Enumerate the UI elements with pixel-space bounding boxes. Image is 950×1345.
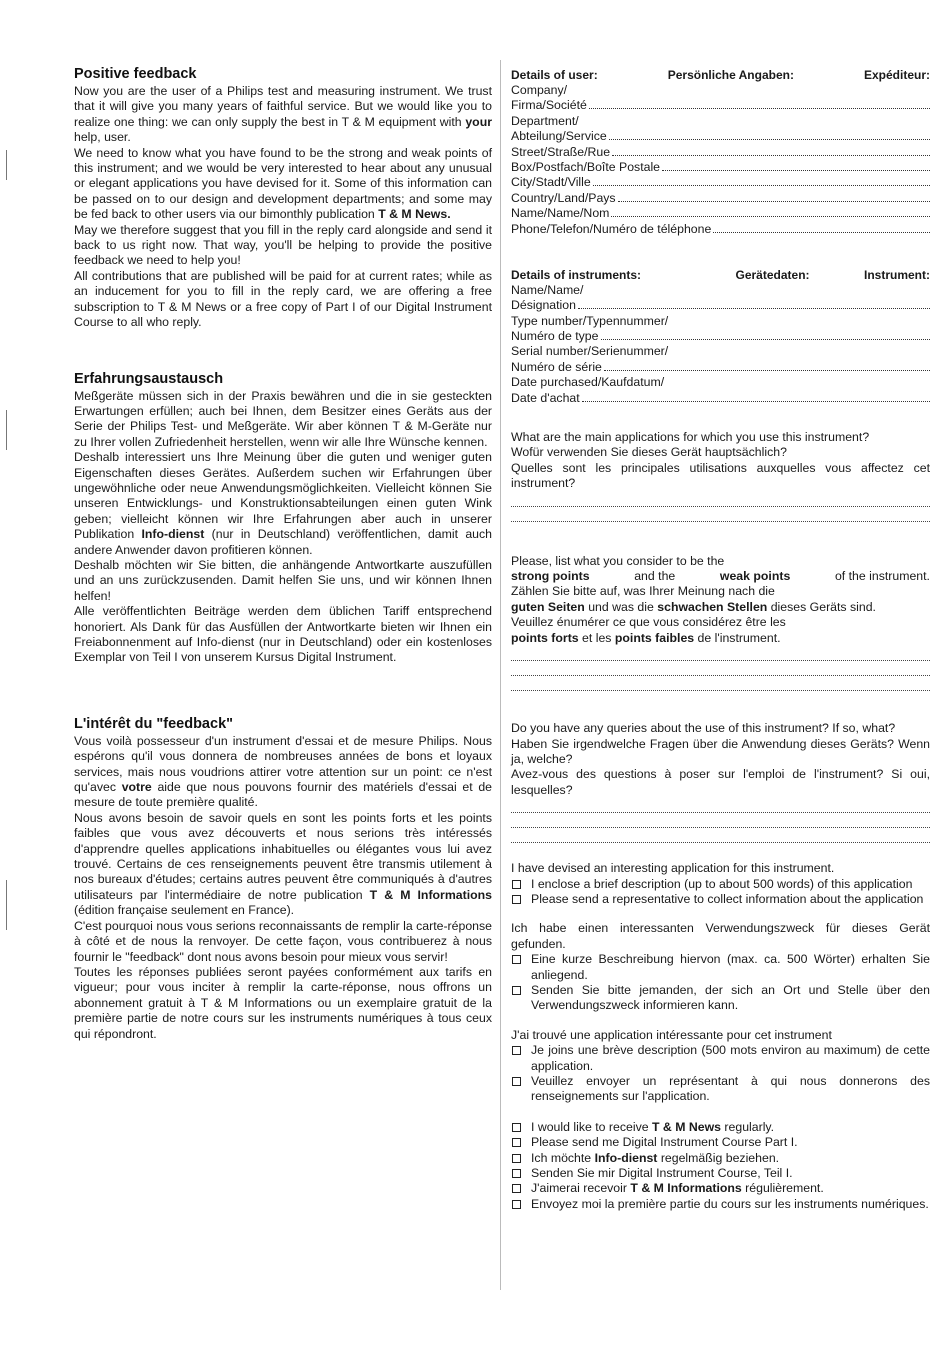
fill-in-line[interactable] — [604, 360, 930, 371]
bold-text: T & M News. — [378, 207, 451, 222]
strong-weak-question — [511, 554, 930, 691]
text: et les — [578, 630, 615, 645]
question-line: Zählen Sie bitte auf, was Ihrer Meinung nach die — [511, 584, 775, 599]
city-field[interactable] — [511, 175, 930, 190]
question-line — [511, 569, 930, 584]
question-de: Haben Sie irgendwelche Fragen über die Anwendung dieses Geräts? Wenn ja, welche? — [511, 736, 930, 766]
text: J'aimerai recevoir — [531, 1181, 631, 1196]
fill-in-line[interactable] — [612, 145, 930, 156]
field-label: Name/Name/Nom — [511, 206, 610, 221]
option-label — [531, 1151, 930, 1166]
user-details-block — [511, 68, 930, 237]
text: help, user. — [74, 130, 131, 145]
question-fr: Avez-vous des questions à poser sur l'emploi de l'instrument? Si oui, lesquelles? — [511, 767, 930, 797]
company-label-line — [511, 83, 930, 98]
paragraph — [74, 811, 492, 919]
fold-line — [500, 60, 501, 1290]
question-fr: Quelles sont les principales utilisations auxquelles vous affectez cet instrument? — [511, 460, 930, 491]
option-label — [531, 1120, 930, 1135]
option-row[interactable] — [511, 952, 930, 983]
bold-text: T & M Informations — [630, 1181, 742, 1196]
designation-field[interactable] — [511, 298, 930, 313]
bold-text: weak points — [719, 569, 791, 584]
text: of the instrument. — [834, 569, 930, 584]
text: aide que nous pouvons fournir des matériels d'essai et de mesure de toute première qualité. — [74, 780, 493, 810]
fill-in-line[interactable] — [601, 329, 931, 340]
header-en: Details of instruments: — [511, 267, 642, 282]
option-row[interactable] — [511, 1074, 930, 1105]
question-line: Veuillez énumérer ce que vous considérez être les — [511, 615, 786, 630]
text: Vous voilà possesseur d'un instrument d'essai et de mesure Philips. Nous espérons qu'il vous donnera de nombreuses années de bons et loyaux services, mais nous voudrions attirer votre attention sur un point: ce n'est qu'avec — [74, 733, 492, 795]
paragraph: Toutes les réponses publiées seront payées conformément aux tarifs en vigueur; pour vous inciter à remplir la carte-réponse, nous offrons un abonnement gratuit à T & M Informations ou un exemplaire gratuit de la première partie de notre cours sur les instruments numériques à tous ceux qui répondront. — [74, 964, 492, 1041]
bold-text: votre — [121, 780, 152, 795]
application-en-block — [511, 861, 930, 907]
question-line: Please, list what you consider to be the — [511, 553, 725, 568]
text: Ich möchte — [531, 1150, 595, 1165]
subscription-option[interactable] — [511, 1120, 930, 1135]
field-label: Box/Postfach/Boîte Postale — [511, 159, 661, 174]
fill-in-line[interactable] — [618, 191, 930, 202]
fill-in-line[interactable] — [582, 391, 930, 402]
section-interet-feedback — [74, 716, 492, 1042]
serial-number-field[interactable] — [511, 360, 930, 375]
text: Nous avons besoin de savoir quels en sont les points forts et les points faibles que vous avez découverts et nous serions très intéressés d'apprendre quelles applications inhabituelles ou élégantes vous lui avez trouvé. Certains de ces renseignements peuvent être transmis utilement à nos bureaux d'études; certains autres peuvent être communiqués à d'autres utilisateurs par l'intermédiaire de notre publication — [74, 810, 492, 902]
company-field[interactable] — [511, 98, 930, 113]
checkbox[interactable] — [512, 1184, 521, 1193]
subscription-option[interactable] — [511, 1181, 930, 1196]
text: regularly. — [721, 1119, 775, 1134]
text: dieses Geräts sind. — [767, 599, 876, 614]
checkbox[interactable] — [512, 895, 521, 904]
application-de-block — [511, 921, 930, 1013]
section-title: L'intérêt du "feedback" — [74, 715, 234, 732]
checkbox[interactable] — [512, 1123, 521, 1132]
fill-in-line[interactable] — [609, 129, 930, 140]
bold-text: strong points — [511, 569, 590, 584]
text: regelmäßig beziehen. — [657, 1150, 780, 1165]
bold-text: Info-dienst — [594, 1150, 658, 1165]
checkbox[interactable] — [512, 955, 521, 964]
fill-in-line[interactable] — [578, 298, 930, 309]
field-label: Numéro de série — [511, 359, 602, 374]
text: (édition française seulement en France). — [74, 903, 295, 918]
name-field[interactable] — [511, 206, 930, 221]
field-label: Type number/Typennummer/ — [511, 313, 669, 328]
section-title: Erfahrungsaustausch — [74, 370, 224, 387]
checkbox[interactable] — [512, 880, 521, 889]
type-number-label — [511, 314, 930, 329]
paragraph — [74, 84, 492, 146]
option-label: Je joins une brève description (500 mots environ au maximum) de cette application. — [531, 1043, 930, 1073]
text: and the — [634, 569, 676, 584]
fill-in-line[interactable] — [593, 175, 930, 186]
option-label: I enclose a brief description (up to about 500 words) of this application — [531, 876, 913, 891]
paragraph: Deshalb möchten wir Sie bitten, die anhängende Antwortkarte auszufüllen und an uns zurückzusenden. Damit helfen Sie uns, und wir können Ihnen helfen! — [74, 557, 492, 603]
text: (nur in Deutschland) veröffentlichen, damit auch andere Anwender davon profitieren können. — [74, 527, 492, 557]
field-label: Street/Straße/Rue — [511, 144, 611, 159]
answer-line[interactable] — [511, 813, 930, 828]
application-fr-block — [511, 1028, 930, 1105]
margin-mark — [6, 410, 7, 450]
bold-text: Info-dienst — [141, 527, 205, 542]
reply-card-column — [511, 68, 930, 1212]
text: I would like to receive — [531, 1119, 652, 1134]
answer-line[interactable] — [511, 492, 930, 507]
field-label: Désignation — [511, 298, 576, 313]
option-label — [531, 1181, 930, 1196]
paragraph: Alle veröffentlichten Beiträge werden dem üblichen Tariff entsprechend honoriert. Als Dank für das Ausfüllen der Antwortkarte bieten wir Ihnen ein Freiabonnenment auf Info-dienst (nur in Deutschland) oder ein kostenloses Exemplar von Teil I von unserem Kursus Digital Instrument. — [74, 604, 492, 665]
checkbox[interactable] — [512, 1138, 521, 1147]
paragraph: C'est pourquoi nous vous serions reconnaissants de remplir la carte-réponse à côté et de nous la renvoyer. De cette façon, vous contribuerez à nous fournir le "feedback" dont nous avons besoin pour mieux vous servir! — [74, 918, 492, 964]
checkbox[interactable] — [512, 1200, 521, 1209]
fill-in-line[interactable] — [611, 206, 930, 217]
application-lead: Ich habe einen interessanten Verwendungszweck für dieses Gerät gefunden. — [511, 921, 930, 951]
bold-text: points forts — [511, 630, 579, 645]
type-number-field[interactable] — [511, 329, 930, 344]
question-en: What are the main applications for which you use this instrument? — [511, 430, 870, 445]
street-field[interactable] — [511, 145, 930, 160]
application-lead: I have devised an interesting application for this instrument. — [511, 861, 835, 876]
option-row[interactable] — [511, 1043, 930, 1074]
text: de l'instrument. — [694, 630, 781, 645]
field-label: Department/ — [511, 113, 579, 128]
application-lead: J'ai trouvé une application intéressante pour cet instrument — [511, 1027, 832, 1042]
option-row[interactable] — [511, 892, 930, 907]
bold-text: points faibles — [614, 630, 695, 645]
text: We need to know what you have found to be the strong and weak points of this instrument; and we would be very interested to hear about any unusual or elegant applications you have devised for it. Some of this information can be passed on to our design and development departments; and some may be fed back to other users via our bimonthly publication — [74, 145, 492, 222]
phone-field[interactable] — [511, 222, 930, 237]
question-line — [511, 600, 930, 615]
section-title: Positive feedback — [74, 66, 197, 82]
field-label: Phone/Telefon/Numéro de téléphone — [511, 221, 712, 236]
paragraph — [74, 734, 492, 811]
serial-number-label — [511, 344, 930, 359]
checkbox[interactable] — [512, 986, 521, 995]
question-de: Wofür verwenden Sie dieses Gerät hauptsächlich? — [511, 445, 787, 460]
paragraph — [74, 146, 492, 223]
option-label: Please send me Digital Instrument Course Part I. — [531, 1135, 798, 1150]
paragraph: Meßgeräte müssen sich in der Praxis bewähren und die in sie gesteckten Erwartungen erfüllen; auch bei Ihnen, dem Besitzer eines Geräts aus der Serie der Philips Test- und Meßgeräte. Wir aber können T & M-Geräte nur zu Ihrer vollen Zufriedenheit herstellen, wenn wir alle Ihre Wünsche kennen. — [74, 388, 492, 449]
question-line — [511, 631, 930, 646]
section-erfahrungsaustausch — [74, 371, 492, 666]
option-label: Senden Sie mir Digital Instrument Course, Teil I. — [531, 1166, 793, 1181]
answer-line[interactable] — [511, 828, 930, 843]
option-label: Please send a representative to collect information about the application — [531, 891, 924, 906]
text: Deshalb interessiert uns Ihre Meinung über die guten und weniger guten Eigenschaften dieses Gerätes. Außerdem suchen wir Erfahrungen über ungewöhnliche oder neue Anwendungsmöglichkeiten. Vielleicht können Sie unseren Entwicklungs- und Konstruktionsabteilungen einen guten Wink geben; vielleicht können wir Ihre Erfahrungen aber auch in unserer Publikation — [74, 450, 492, 542]
field-label: City/Stadt/Ville — [511, 175, 591, 190]
paragraph — [74, 450, 492, 558]
answer-line[interactable] — [511, 661, 930, 676]
instrument-name-label — [511, 283, 930, 298]
date-purchased-label — [511, 375, 930, 390]
margin-mark — [6, 880, 7, 930]
subscription-option[interactable] — [511, 1197, 930, 1212]
field-label: Country/Land/Pays — [511, 190, 616, 205]
text: Now you are the user of a Philips test and measuring instrument. We trust that it will give you many years of faithful service. But we would like you to realize one thing: we can only supply the best in T & M equipment with — [74, 84, 492, 129]
field-label: Serial number/Serienummer/ — [511, 344, 669, 359]
option-row[interactable] — [511, 983, 930, 1014]
checkbox[interactable] — [512, 1154, 521, 1163]
bold-text: guten Seiten — [511, 599, 585, 614]
header-fr: Instrument: — [864, 267, 930, 282]
header-de: Persönliche Angaben: — [667, 68, 794, 82]
field-label: Abteilung/Service — [511, 129, 607, 144]
queries-question — [511, 721, 930, 843]
option-label: Eine kurze Beschreibung hiervon (max. ca. 500 Wörter) erhalten Sie anliegend. — [531, 952, 930, 982]
header-en: Details of user: — [511, 68, 598, 82]
bold-text: T & M Informations — [369, 887, 492, 902]
date-purchased-field[interactable] — [511, 391, 930, 406]
field-label: Company/ — [511, 83, 568, 97]
bold-text: your — [465, 114, 492, 129]
intro-column — [74, 66, 492, 1042]
instrument-details-header — [511, 268, 930, 283]
text: und was die — [584, 599, 658, 614]
question-en: Do you have any queries about the use of this instrument? If so, what? — [511, 721, 896, 736]
fill-in-line[interactable] — [589, 98, 930, 109]
checkbox[interactable] — [512, 1169, 521, 1178]
answer-line[interactable] — [511, 676, 930, 691]
fill-in-line[interactable] — [713, 222, 930, 233]
instrument-details-block — [511, 268, 930, 406]
checkbox[interactable] — [512, 1077, 521, 1086]
field-label: Date purchased/Kaufdatum/ — [511, 375, 665, 390]
user-details-header — [511, 68, 930, 83]
option-label: Veuillez envoyer un représentant à qui nous donnerons des renseignements sur l'application. — [531, 1074, 930, 1104]
subscription-option[interactable] — [511, 1166, 930, 1181]
section-positive-feedback — [74, 66, 492, 331]
option-row[interactable] — [511, 877, 930, 892]
bold-text: schwachen Stellen — [657, 599, 768, 614]
department-label-line — [511, 114, 930, 129]
checkbox[interactable] — [512, 1046, 521, 1055]
country-field[interactable] — [511, 191, 930, 206]
box-field[interactable] — [511, 160, 930, 175]
field-label: Name/Name/ — [511, 282, 584, 297]
answer-line[interactable] — [511, 646, 930, 661]
paragraph: May we therefore suggest that you fill in the reply card alongside and send it back to us right now. That way, you'll be helping to provide the positive feedback we need to help you! — [74, 222, 492, 268]
option-label: Envoyez moi la première partie du cours sur les instruments numériques. — [531, 1196, 929, 1211]
department-field[interactable] — [511, 129, 930, 144]
field-label: Firma/Société — [511, 98, 587, 113]
subscription-option[interactable] — [511, 1135, 930, 1150]
subscription-option[interactable] — [511, 1151, 930, 1166]
bold-text: T & M News — [651, 1119, 721, 1134]
text: régulièrement. — [741, 1181, 824, 1196]
field-label: Numéro de type — [511, 329, 599, 344]
paragraph: All contributions that are published will be paid for at current rates; while as an inducement for you to fill in the reply card, we are offering a free subscription to T & M News or a free copy of Part I of our Digital Instrument Course to all who reply. — [74, 268, 492, 330]
field-label: Date d'achat — [511, 390, 580, 405]
header-de: Gerätedaten: — [735, 267, 810, 282]
option-label: Senden Sie bitte jemanden, der sich an Ort und Stelle über den Verwendungszweck informieren kann. — [531, 982, 930, 1013]
fill-in-line[interactable] — [662, 160, 930, 171]
answer-line[interactable] — [511, 798, 930, 813]
margin-mark — [6, 150, 7, 180]
applications-question — [511, 430, 930, 522]
answer-line[interactable] — [511, 507, 930, 522]
subscription-block — [511, 1120, 930, 1212]
header-fr: Expéditeur: — [863, 68, 930, 82]
